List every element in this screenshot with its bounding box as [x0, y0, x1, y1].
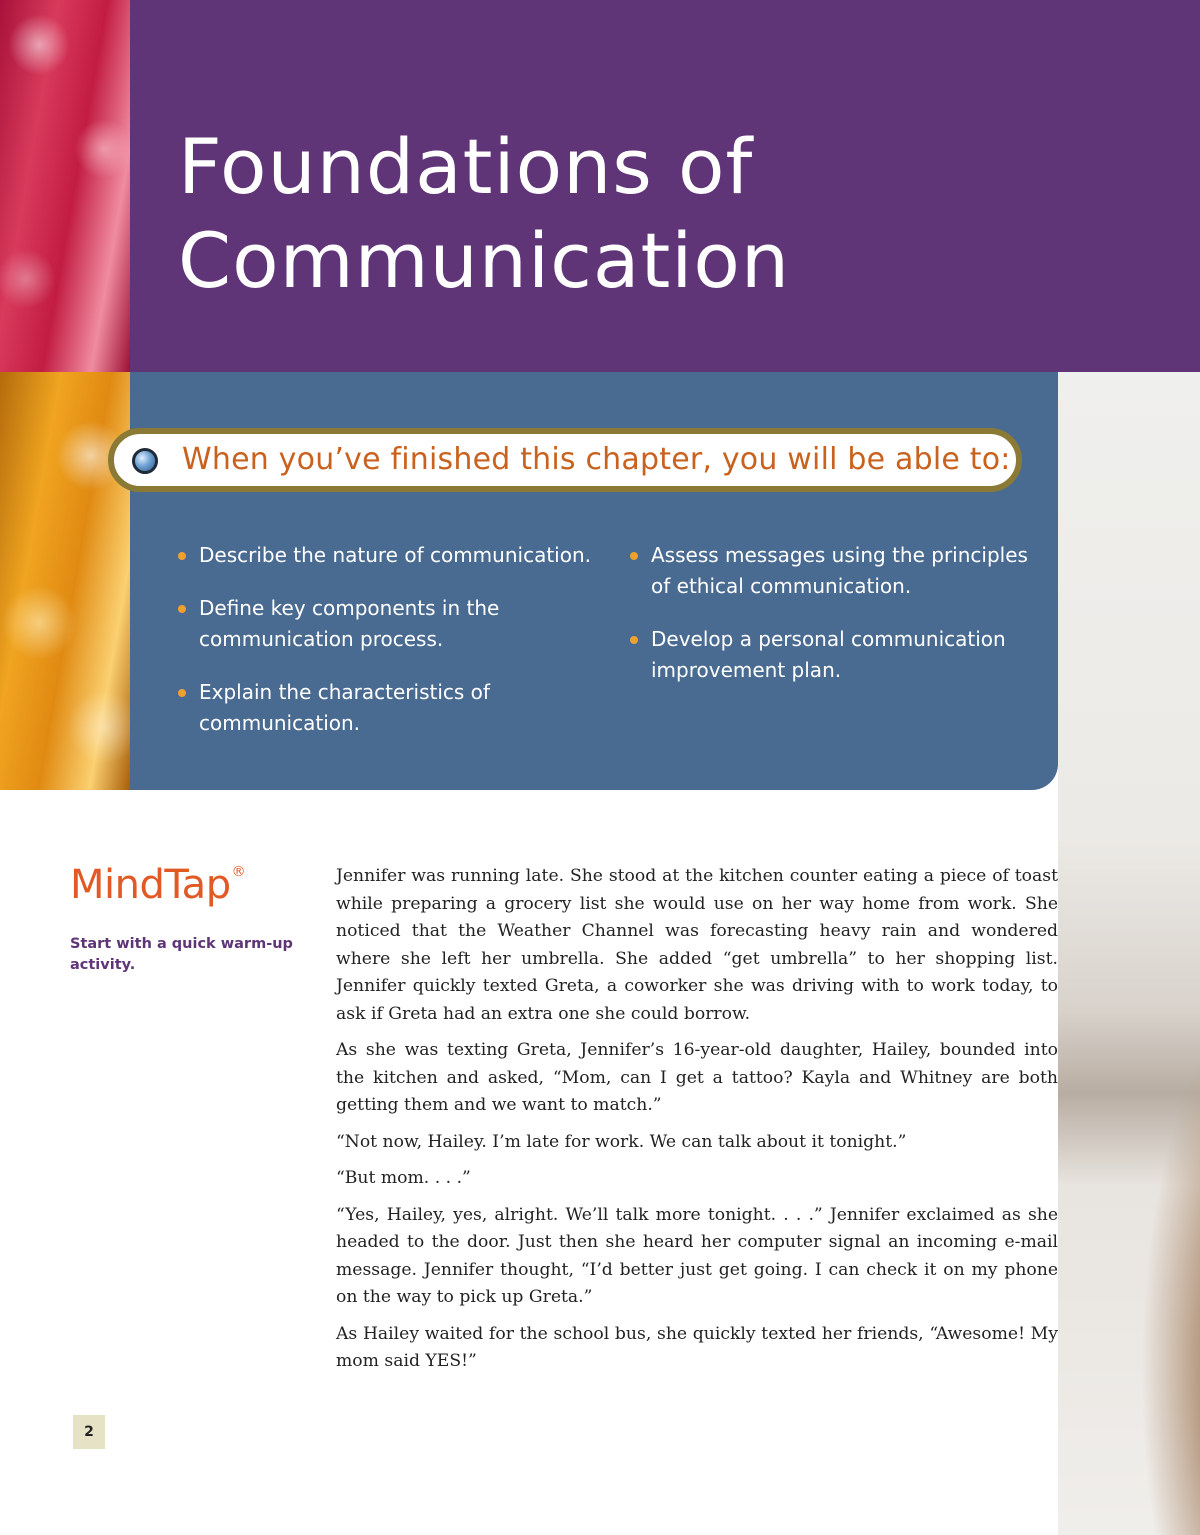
objectives-list-right: [630, 540, 1040, 708]
bullet-dot-icon: [178, 689, 186, 697]
chapter-title-line-1: Foundations of: [178, 122, 754, 211]
objectives-heading-pill: [108, 428, 1022, 492]
objective-item: [178, 540, 598, 571]
learning-objectives-panel: [130, 372, 1058, 790]
bullet-dot-icon: [630, 552, 638, 560]
registered-mark: ®: [231, 864, 246, 880]
orb-bullet-icon: [132, 448, 158, 474]
page-number: 2: [73, 1415, 105, 1449]
story-paragraph: “Yes, Hailey, yes, alright. We’ll talk more tonight. . . .” Jennifer exclaimed as she headed to the door. Just then she heard her computer signal an incoming e-mail message. Jennifer thought, “I’d better just get going. I can check it on my phone on the way to pick up Greta.”: [336, 1204, 1058, 1307]
bullet-dot-icon: [630, 636, 638, 644]
chapter-opening-story: [336, 863, 1058, 1385]
objectives-heading: When you’ve finished this chapter, you will be able to:: [182, 442, 1011, 477]
chapter-title-line-2: Communication: [178, 216, 791, 305]
story-paragraph: Jennifer was running late. She stood at the kitchen counter eating a piece of toast while preparing a grocery list she would use on her way home from work. She noticed that the Weather Channel was forecasting heavy rain and wondered where she left her umbrella. She added “get umbrella” to her shopping list. Jennifer quickly texted Greta, a coworker she was driving with to work today, to ask if Greta had an extra one she could borrow.: [336, 866, 1058, 1024]
story-paragraph: As she was texting Greta, Jennifer’s 16-year-old daughter, Hailey, bounded into the kitchen and asked, “Mom, can I get a tattoo? Kayla and Whitney are both getting them and we want to match.”: [336, 1040, 1058, 1115]
objective-text: Define key components in the communication process.: [199, 596, 500, 651]
story-paragraph: “But mom. . . .”: [336, 1168, 471, 1188]
fiber-optic-image-bottom: [0, 372, 130, 790]
mindtap-logo: [70, 862, 245, 908]
story-paragraph: As Hailey waited for the school bus, she quickly texted her friends, “Awesome! My mom said YES!”: [336, 1323, 1058, 1371]
mindtap-warmup-note: Start with a quick warm-up activity.: [70, 936, 293, 973]
bullet-dot-icon: [178, 605, 186, 613]
chapter-title: [178, 120, 790, 308]
objective-text: Assess messages using the principles of ethical communication.: [651, 543, 1028, 598]
objective-text: Describe the nature of communication.: [199, 543, 591, 567]
story-paragraph: “Not now, Hailey. I’m late for work. We can talk about it tonight.”: [336, 1131, 907, 1152]
objective-text: Explain the characteristics of communication.: [199, 680, 490, 735]
objective-item: [178, 593, 519, 655]
objective-text: Develop a personal communication improvement plan.: [651, 627, 1006, 682]
bullet-dot-icon: [178, 552, 186, 560]
objectives-list-left: [178, 540, 598, 761]
objective-item: [178, 677, 499, 739]
fiber-optic-image-top: [0, 0, 130, 372]
mindtap-logo-text: MindTap: [70, 862, 231, 908]
chapter-title-band: [130, 0, 1200, 372]
objective-item: [630, 624, 1031, 686]
objective-item: [630, 540, 1040, 602]
person-photo-edge: [1058, 372, 1200, 1535]
